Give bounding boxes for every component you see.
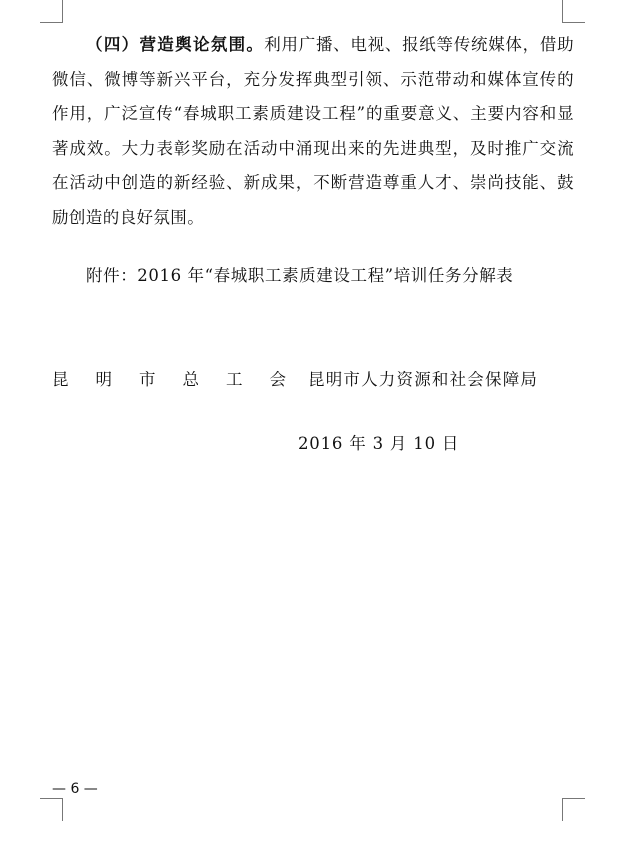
crop-mark-bottom-left	[40, 798, 63, 821]
page-number: — 6 —	[52, 781, 98, 797]
signature-left: 昆明市总工会	[52, 370, 313, 389]
section-body-text: 利用广播、电视、报纸等传统媒体，借助微信、微博等新兴平台，充分发挥典型引领、示范带动和媒体宣传的作用，广泛宣传“春城职工素质建设工程”的重要意义、主要内容和显著成效。大力表彰奖励在活动中涌现出来的先进典型，及时推广交流在活动中创造的新经验、新成果，不断营造尊重人才、崇尚技能、鼓励创造的良好氛围。	[52, 35, 575, 227]
document-date: 2016 年 3 月 10 日	[298, 434, 460, 453]
crop-mark-top-right	[562, 0, 585, 23]
section-heading: （四）营造舆论氛围。	[86, 35, 265, 54]
section-paragraph	[52, 28, 574, 235]
crop-mark-top-left	[40, 0, 63, 23]
attachment-line: 附件：2016 年“春城职工素质建设工程”培训任务分解表	[86, 266, 514, 285]
crop-mark-bottom-right	[562, 798, 585, 821]
signature-right: 昆明市人力资源和社会保障局	[308, 370, 539, 389]
